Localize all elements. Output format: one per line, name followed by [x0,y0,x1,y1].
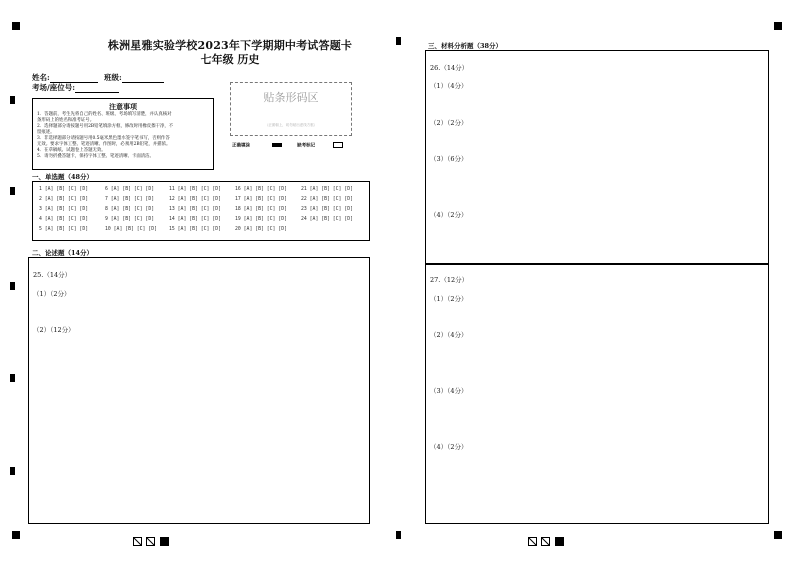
corner-mark-top-right [774,22,782,30]
side-mark [10,467,15,475]
notice-item: 条形码上的姓名和准考证号。 [37,118,95,123]
choice-item[interactable]: 2 [A] [B] [C] [D] [39,197,89,202]
missing-exam-checkbox[interactable] [333,142,343,148]
choice-item[interactable]: 13 [A] [B] [C] [D] [169,207,221,212]
correct-fill-sample [272,143,282,147]
name-label: 姓名: [32,73,50,82]
q27-part-3: （3）（4分） [430,387,468,395]
choice-item[interactable]: 12 [A] [B] [C] [D] [169,197,221,202]
page-id-icon [528,537,568,546]
choice-item[interactable]: 5 [A] [B] [C] [D] [39,227,89,232]
q27-part-1: （1）（2分） [430,295,468,303]
q27-part-4: （4）（2分） [430,443,468,451]
q27-answer-box[interactable] [425,263,769,524]
corner-mark-bottom-right [774,531,782,539]
q25-part-1: （1）（2分） [33,290,71,298]
choice-item[interactable]: 1 [A] [B] [C] [D] [39,187,89,192]
center-mark [396,37,401,45]
section-essay-title: 二、论述题（14分） [32,249,94,257]
section-single-choice-title: 一、单选题（48分） [32,173,94,181]
center-mark [396,531,401,539]
q25-heading: 25.（14分） [33,271,72,279]
exam-room-label: 考场/座位号: [32,83,76,92]
choice-item[interactable]: 24 [A] [B] [C] [D] [301,217,353,222]
choice-item[interactable]: 18 [A] [B] [C] [D] [235,207,287,212]
class-line[interactable] [122,75,164,83]
choice-item[interactable]: 20 [A] [B] [C] [D] [235,227,287,232]
notice-item: 1．答题前，考生先将自己的姓名、班级、考场填写清楚，并认真核对 [37,112,172,117]
choice-item[interactable]: 10 [A] [B] [C] [D] [105,227,157,232]
barcode-area [230,82,352,136]
choice-item[interactable]: 22 [A] [B] [C] [D] [301,197,353,202]
notice-title: 注意事项 [109,102,137,111]
choice-item[interactable]: 14 [A] [B] [C] [D] [169,217,221,222]
q27-heading: 27.（12分） [430,276,469,284]
q25-part-2: （2）（12分） [33,326,75,334]
page-id-marks-left [133,531,173,540]
choice-item[interactable]: 11 [A] [B] [C] [D] [169,187,221,192]
q26-part-1: （1）（4分） [430,82,468,90]
choice-item[interactable]: 19 [A] [B] [C] [D] [235,217,287,222]
fill-example [232,142,343,149]
choice-item[interactable]: 6 [A] [B] [C] [D] [105,187,155,192]
side-mark [10,187,15,195]
page-id-marks-right [528,531,568,540]
notice-item: 5．请勿折叠答题卡，保持字体工整、笔迹清晰、卡面清洁。 [37,154,154,159]
choice-item[interactable]: 23 [A] [B] [C] [D] [301,207,353,212]
choice-item[interactable]: 8 [A] [B] [C] [D] [105,207,155,212]
q26-answer-box[interactable] [425,50,769,265]
notice-item: 无效。要求字体工整、笔迹清晰。作图时，必须用2B铅笔，并描浓。 [37,142,171,147]
notice-item: 3．非选择题部分请按题号用0.5毫米黑色墨水签字笔书写，否则作答 [37,136,170,141]
notice-box [32,98,214,170]
choice-item[interactable]: 3 [A] [B] [C] [D] [39,207,89,212]
correct-fill-label: 正确填涂 [232,143,250,149]
choice-item[interactable]: 17 [A] [B] [C] [D] [235,197,287,202]
page-subtitle: 七年级 历史 [200,53,260,66]
notice-item: 2．选择题部分请按题号用2B铅笔填涂方框，修改时用橡皮擦干净，不 [37,124,174,129]
missing-exam-label: 缺考标记 [297,143,316,149]
choice-item[interactable]: 15 [A] [B] [C] [D] [169,227,221,232]
choice-item[interactable]: 9 [A] [B] [C] [D] [105,217,155,222]
choice-item[interactable]: 7 [A] [B] [C] [D] [105,197,155,202]
page-id-icon [133,537,173,546]
section-material-title: 三、材料分析题（38分） [428,42,503,50]
q26-part-4: （4）（2分） [430,211,468,219]
exam-room-line[interactable] [75,85,119,93]
choice-grid [32,181,370,241]
page-title: 株洲星雅实验学校2023年下学期期中考试答题卡 [107,39,353,52]
choice-item[interactable]: 21 [A] [B] [C] [D] [301,187,353,192]
notice-item: 4．在草稿纸、试题卷上答题无效。 [37,148,106,153]
notice-item: 留痕迹。 [37,130,55,135]
q27-part-2: （2）（4分） [430,331,468,339]
corner-mark-bottom-left [12,531,20,539]
q26-part-2: （2）（2分） [430,119,468,127]
corner-mark-top-left [12,22,20,30]
side-mark [10,282,15,290]
exam-room-field[interactable] [32,82,119,93]
barcode-note: （正面朝上，切勿贴出虚线方框） [264,123,318,127]
side-mark [10,374,15,382]
q26-heading: 26.（14分） [430,64,469,72]
q25-answer-box[interactable] [28,257,370,524]
barcode-label: 贴条形码区 [263,91,319,104]
class-label: 班级: [104,73,122,82]
q26-part-3: （3）（6分） [430,155,468,163]
choice-item[interactable]: 4 [A] [B] [C] [D] [39,217,89,222]
side-mark [10,96,15,104]
choice-item[interactable]: 16 [A] [B] [C] [D] [235,187,287,192]
